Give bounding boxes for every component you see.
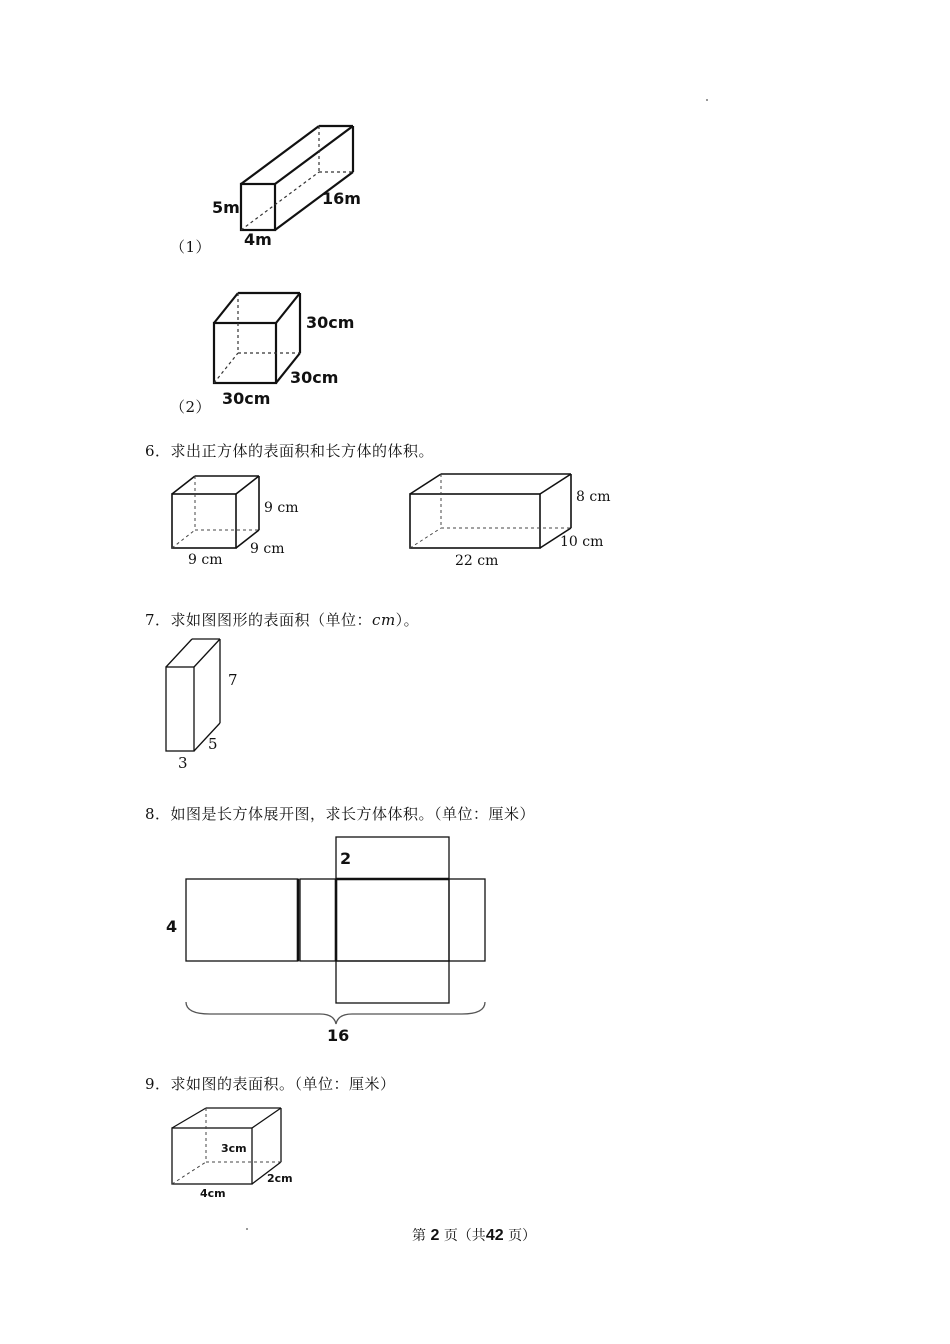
- q6-cuboid-depth-label: 10 cm: [560, 534, 604, 550]
- q5-1-length-label: 16m: [322, 189, 361, 208]
- q5-2-depth-label: 30cm: [290, 368, 339, 387]
- q9-depth-label: 2cm: [267, 1172, 293, 1185]
- q5-sub2-number: （2）: [170, 398, 212, 416]
- q8-question-text: 8．如图是长方体展开图，求长方体体积。（单位：厘米）: [145, 805, 536, 823]
- q7-unit: cm: [372, 611, 396, 629]
- q7-prism-drawing: [160, 635, 230, 760]
- q6-cuboid-drawing: [405, 468, 585, 558]
- scan-speck: [246, 1228, 248, 1230]
- q8-total-label: 16: [327, 1026, 350, 1045]
- q8-height-label: 4: [166, 917, 178, 936]
- q7-width-label: 3: [178, 754, 188, 772]
- q7-text-start: 7．求如图图形的表面积（单位：: [145, 611, 373, 629]
- page-footer: [412, 1225, 536, 1245]
- q8-top-label: 2: [340, 849, 352, 868]
- q7-question-text: [145, 609, 419, 630]
- cuboid-drawing: [205, 118, 375, 258]
- q9-width-label: 4cm: [200, 1187, 226, 1200]
- q7-text-end: ）。: [395, 611, 420, 629]
- scan-speck: [706, 99, 708, 101]
- q9-question-text: 9．求如图的表面积。（单位：厘米）: [145, 1075, 396, 1093]
- q6-cube-depth-label: 9 cm: [250, 541, 285, 557]
- q7-depth-label: 5: [208, 735, 218, 753]
- q6-cuboid-height-label: 8 cm: [576, 489, 611, 505]
- q9-height-label: 3cm: [221, 1142, 247, 1155]
- footer-page-number: 2: [430, 1227, 440, 1244]
- q5-1-width-label: 4m: [244, 230, 272, 249]
- footer-middle: 页（共: [443, 1228, 486, 1244]
- footer-total-pages: 42: [485, 1227, 504, 1244]
- q5-2-width-label: 30cm: [222, 389, 271, 408]
- q6-question-text: 6．求出正方体的表面积和长方体的体积。: [145, 442, 435, 460]
- q8-brace: [186, 1002, 485, 1024]
- footer-prefix: 第: [412, 1228, 426, 1244]
- q5-2-height-label: 30cm: [306, 313, 355, 332]
- q6-cube-width-label: 9 cm: [188, 552, 223, 568]
- q5-figure-1: [205, 118, 375, 258]
- q7-figure: [160, 635, 230, 760]
- q6-cuboid-width-label: 22 cm: [455, 553, 499, 569]
- q5-sub1-number: （1）: [170, 238, 212, 256]
- q7-height-label: 7: [228, 671, 238, 689]
- q5-1-height-label: 5m: [212, 198, 240, 217]
- q6-cube-height-label: 9 cm: [264, 500, 299, 516]
- footer-suffix: 页）: [508, 1228, 537, 1244]
- q6-cuboid-figure: [405, 468, 585, 558]
